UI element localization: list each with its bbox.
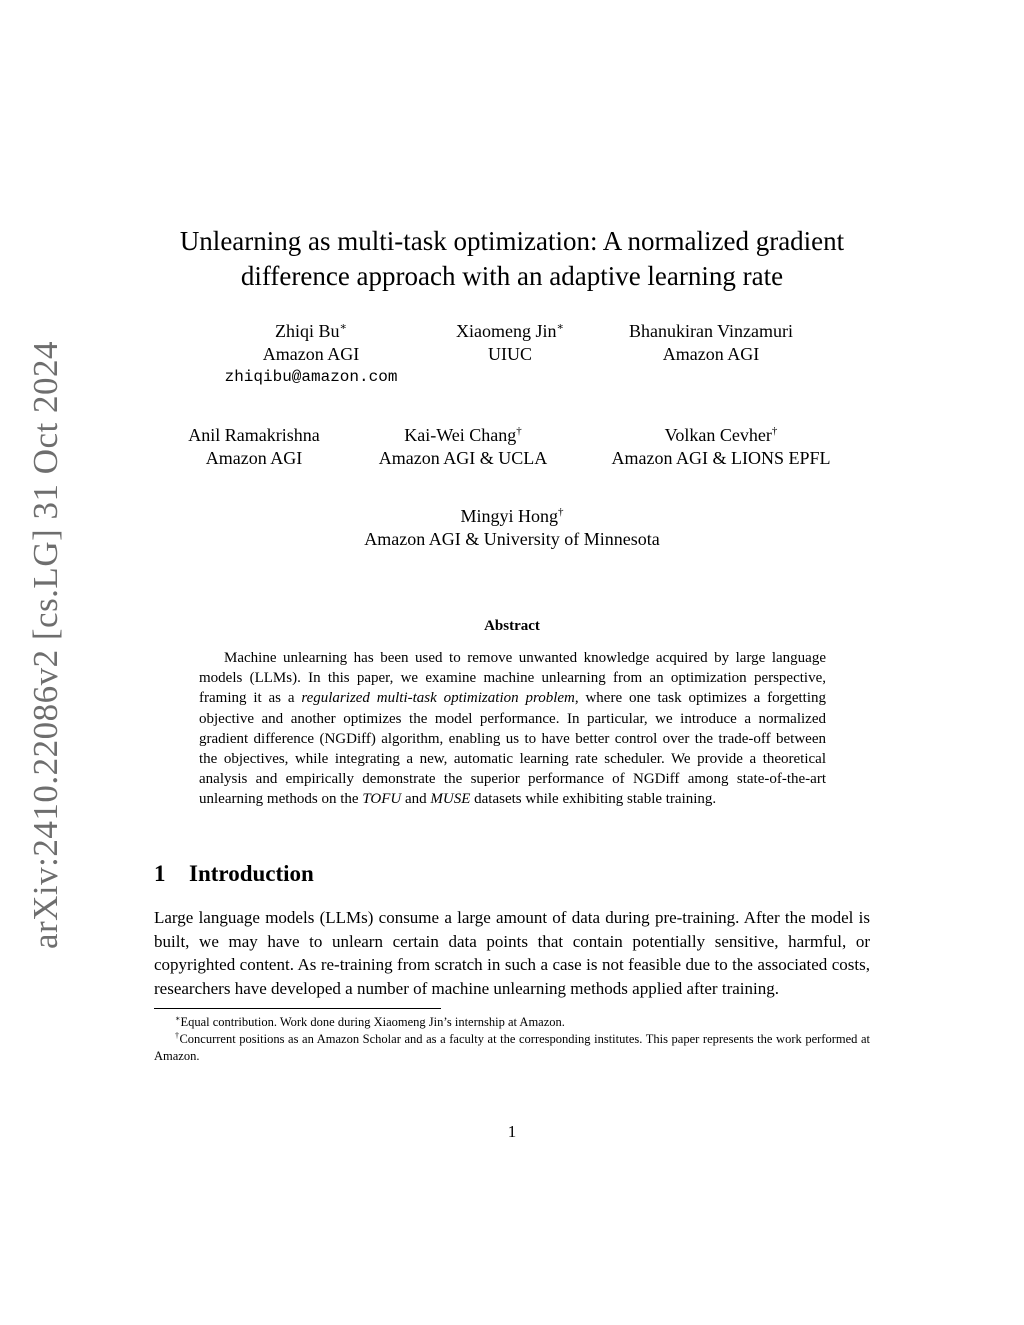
abstract-text: datasets while exhibiting stable training. xyxy=(470,791,717,808)
author-mark: † xyxy=(516,425,522,437)
author-affiliation: UIUC xyxy=(487,344,532,364)
footnote xyxy=(154,1014,870,1031)
author-block xyxy=(456,320,564,366)
footnote-mark: ∗ xyxy=(175,1014,181,1023)
abstract-emphasis: MUSE xyxy=(430,791,471,808)
intro-paragraph: Large language models (LLMs) consume a large amount of data during pre-training. After the model is built, we may have to unlearn certain data points that contain potentially sensitive, harmful, or copyrighted content. As re-training from scratch in such a case is not feasible due to the associated costs, researchers have developed a number of machine unlearning methods applied after training. xyxy=(154,908,870,998)
section-number: 1 xyxy=(154,861,166,886)
author-block xyxy=(612,424,831,470)
title-line-2: difference approach with an adaptive learning rate xyxy=(240,261,784,291)
abstract-heading: Abstract xyxy=(484,618,540,634)
author-affiliation: Amazon AGI xyxy=(205,448,303,468)
author-name: Anil Ramakrishna xyxy=(188,425,320,445)
abstract-emphasis: TOFU xyxy=(362,791,402,808)
author-block xyxy=(188,424,319,470)
author-affiliation: Amazon AGI & University of Minnesota xyxy=(364,529,660,549)
footnote xyxy=(154,1031,870,1065)
abstract-text: Machine unlearning has been used to remove unwanted knowledge acquired by large language models (LLMs). In this paper, we examine machine unlearning from an optimization perspective, framing it as a xyxy=(199,650,826,707)
author-block xyxy=(629,320,793,366)
author-mark: ∗ xyxy=(339,321,347,333)
author-block xyxy=(379,424,547,470)
footnote-rule xyxy=(154,1008,441,1009)
author-mark: ∗ xyxy=(556,321,564,333)
arxiv-identifier: arXiv:2410.22086v2 [cs.LG] 31 Oct 2024 xyxy=(26,340,65,950)
author-name: Zhiqi Bu xyxy=(274,321,340,341)
author-mark: † xyxy=(558,506,564,518)
abstract-emphasis: regularized multi-task optimization problem xyxy=(301,690,575,707)
author-affiliation: Amazon AGI xyxy=(662,344,760,364)
author-mark: † xyxy=(771,425,778,437)
author-name: Kai-Wei Chang xyxy=(404,425,517,445)
section-title: Introduction xyxy=(189,861,314,886)
page-number: 1 xyxy=(507,1122,517,1141)
paper-title xyxy=(0,224,1024,294)
abstract-body xyxy=(199,648,826,810)
author-name: Volkan Cevher xyxy=(664,425,772,445)
author-name: Bhanukiran Vinzamuri xyxy=(628,321,794,341)
author-affiliation: Amazon AGI & UCLA xyxy=(378,448,548,468)
author-block xyxy=(225,320,398,389)
abstract-text: , where one task optimizes a forgetting objective and another optimizes the model performance. In particular, we introduce a normalized gradient difference (NGDiff) algorithm, enabling us to have better control over the trade-off between the objectives, while integrating a new, automatic learning rate scheduler. We provide a theoretical analysis and empirically demonstrate the superior performance of NGDiff among state-of-the-art unlearning methods on the xyxy=(199,690,826,808)
title-line-1: Unlearning as multi-task optimization: A normalized gradient xyxy=(179,226,845,256)
footnote-mark: † xyxy=(175,1031,180,1040)
author-affiliation: Amazon AGI xyxy=(262,344,360,364)
author-affiliation: Amazon AGI & LIONS EPFL xyxy=(611,448,831,468)
abstract-text: and xyxy=(401,791,431,808)
section-heading xyxy=(154,861,314,887)
author-email: zhiqibu@amazon.com xyxy=(224,368,398,386)
author-block xyxy=(364,505,659,551)
footnote-text: Concurrent positions as an Amazon Scholar and as a faculty at the corresponding institutes. This paper represents the work performed at Amazon. xyxy=(154,1032,870,1063)
footnote-text: Equal contribution. Work done during Xiaomeng Jin’s internship at Amazon. xyxy=(180,1015,565,1029)
author-name: Mingyi Hong xyxy=(460,506,559,526)
author-name: Xiaomeng Jin xyxy=(456,321,557,341)
